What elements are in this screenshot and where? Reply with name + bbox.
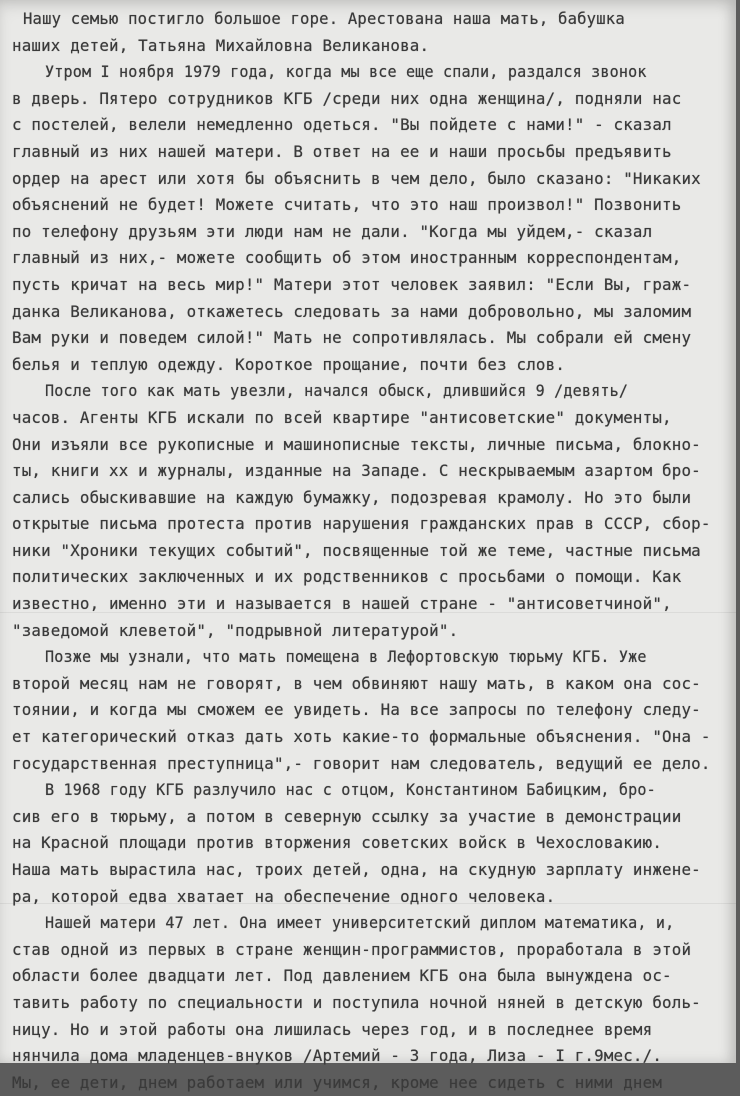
text-line: После того как мать увезли, начался обыск, длившийся 9 /девять/ (45, 381, 629, 401)
text-line: ра, которой едва хватает на обеспечение одного человека. (12, 886, 556, 906)
text-line: став одной из первых в стране женщин-программистов, проработала в этой (12, 939, 692, 959)
text-line: тоянии, и когда мы сможем ее увидеть. На все запросы по телефону следу- (12, 700, 701, 720)
text-line: Мы, ее дети, днем работаем или учимся, кроме нее сидеть с ними днем (12, 1072, 663, 1092)
text-line: Утром I ноября 1979 года, когда мы все еще спали, раздался звонок (45, 62, 647, 82)
text-line: Наша мать вырастила нас, троих детей, одна, на скудную зарплату инжене- (12, 860, 701, 879)
text-line: Вам руки и поведем силой!" Мать не сопротивлялась. Мы собрали ей смену (12, 328, 692, 348)
text-line: государственная преступница",- говорит нам следователь, ведущий ее дело. (12, 753, 711, 773)
text-line: тавить работу по специальности и поступила ночной няней в детскую боль- (12, 992, 701, 1012)
text-line: данка Великанова, откажетесь следовать за нами добровольно, мы заломим (12, 301, 692, 321)
text-line: Нашей матери 47 лет. Она имеет университетский диплом математика, и, (45, 913, 675, 933)
text-line: белья и теплую одежду. Короткое прощание, почти без слов. (12, 354, 566, 374)
text-line: сались обыскивавшие на каждую бумажку, подозревая крамолу. Но это были (12, 487, 692, 507)
text-line: Позже мы узнали, что мать помещена в Лефортовскую тюрьму КГБ. Уже (45, 647, 647, 667)
text-line: объяснений не будет! Можете считать, что это наш произвол!" Позвонить (12, 195, 682, 215)
text-line: Они изъяли все рукописные и машинописные тексты, личные письма, блокно- (12, 434, 701, 454)
document-body (0, 6, 736, 1096)
text-line: области более двадцати лет. Под давлением КГБ она была вынуждена ос- (12, 966, 672, 986)
text-line: ордер на арест или хотя бы объяснить в чем дело, было сказано: "Никаких (12, 168, 701, 188)
text-line: главный из них,- можете сообщить об этом иностранным корреспондентам, (12, 248, 682, 268)
text-line: в дверь. Пятеро сотрудников КГБ /среди них одна женщина/, подняли нас (12, 88, 682, 108)
text-line: Нашу семью постигло большое горе. Арестована наша мать, бабушка (23, 9, 625, 28)
text-line: известно, именно эти и называется в нашей стране - "антисоветчиной", (12, 594, 672, 614)
text-line: ники "Хроники текущих событий", посвященные той же теме, частные письма (12, 540, 701, 560)
text-line: открытые письма протеста против нарушения гражданских прав в СССР, сбор- (12, 514, 711, 534)
text-line: ет категорический отказ дать хоть какие-то формальные объяснения. "Она - (12, 727, 711, 747)
text-line: второй месяц нам не говорят, в чем обвиняют нашу мать, в каком она сос- (12, 673, 701, 693)
text-line: с постелей, велели немедленно одеться. "Вы пойдете с нами!" - сказал (12, 115, 672, 135)
text-line: пусть кричат на весь мир!" Матери этот человек заявил: "Если Вы, граж- (12, 274, 692, 294)
text-line: главный из них нашей матери. В ответ на ее и наши просьбы предъявить (12, 141, 672, 161)
text-line: ницу. Но и этой работы она лишилась через год, и в последнее время (12, 1019, 653, 1039)
text-line: часов. Агенты КГБ искали по всей квартире "антисоветские" документы, (12, 407, 672, 427)
text-line: сив его в тюрьму, а потом в северную ссылку за участие в демонстрации (12, 806, 682, 826)
text-line: по телефону друзьям эти люди нам не дали. "Когда мы уйдем,- сказал (12, 221, 653, 241)
text-line: В 1968 году КГБ разлучило нас с отцом, Константином Бабицким, бро- (45, 780, 656, 800)
text-line: политических заключенных и их родственников с просьбами о помощи. Как (12, 567, 682, 587)
text-line: наших детей, Татьяна Михайловна Великанова. (12, 35, 430, 55)
text-line: ты, книги xx и журналы, изданные на Западе. С нескрываемым азартом бро- (12, 461, 701, 481)
text-line: "заведомой клеветой", "подрывной литературой". (12, 620, 459, 640)
text-line: на Красной площади против вторжения советских войск в Чехословакию. (12, 833, 663, 853)
text-line: нянчила дома младенцев-внуков /Артемий - 3 года, Лиза - I г.9мес./. (12, 1046, 663, 1066)
